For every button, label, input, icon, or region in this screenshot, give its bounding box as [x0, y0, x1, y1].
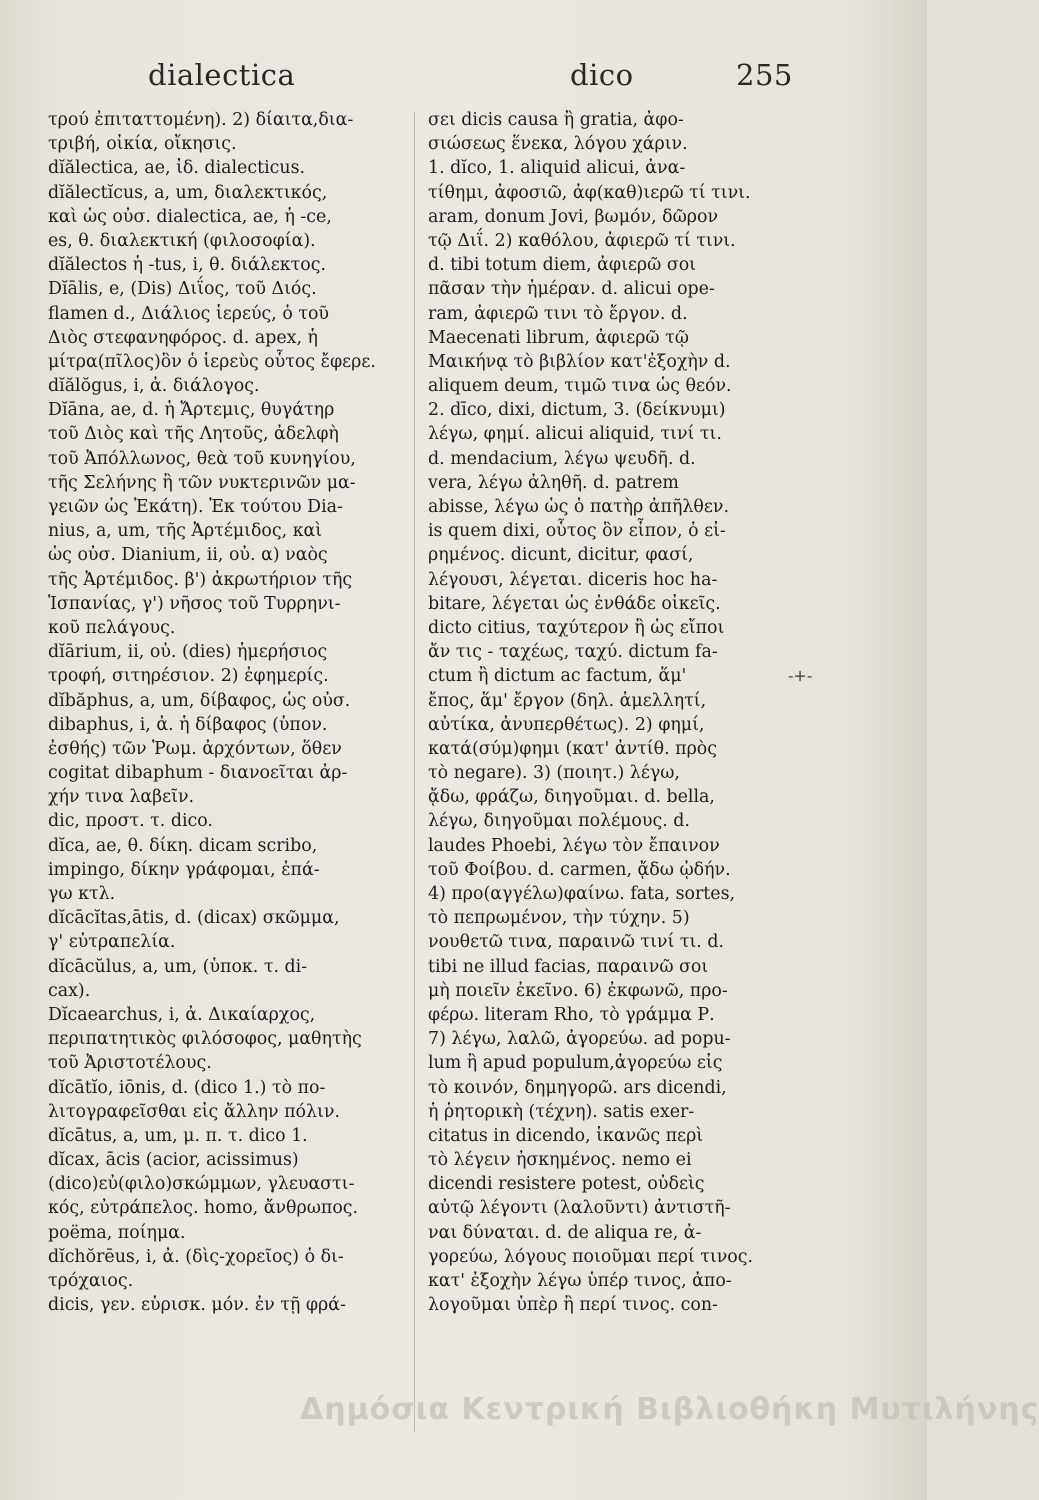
text-line: κός, εὐτράπελος. homo, ἄνθρωπος. — [48, 1198, 359, 1219]
text-line: bitare, λέγεται ὡς ἐνθάδε οἰκεῖς. — [428, 593, 721, 614]
text-line: τὸ πεπρωμένον, τὴν τύχην. 5) — [428, 908, 690, 929]
text-line: is quem dixi, οὗτος ὃν εἶπον, ὁ εἰ- — [428, 521, 726, 542]
text-line: νουθετῶ τινα, παραινῶ τινί τι. d. — [428, 932, 724, 953]
text-line: aram, donum Jovi, βωμόν, δῶρον — [428, 206, 719, 227]
text-line: aliquem deum, τιμῶ τινα ὡς θεόν. — [428, 376, 732, 397]
text-line: cogitat dibaphum - διανοεῖται ἀρ- — [48, 763, 348, 784]
text-line: ἄν τις - ταχέως, ταχύ. dictum fa- — [428, 642, 718, 663]
text-line: es, θ. διαλεκτική (φιλοσοφία). — [48, 230, 316, 251]
text-line: lum ἢ apud populum,ἀγορεύω εἰς — [428, 1053, 723, 1074]
text-line: μὴ ποιεῖν ἐκεῖνο. 6) ἐκφωνῶ, προ- — [428, 980, 728, 1001]
text-line: Dĭcaearchus, i, ἀ. Δικαίαρχος, — [48, 1004, 316, 1025]
text-line: τὸ κοινόν, δημηγορῶ. ars dicendi, — [428, 1077, 727, 1098]
text-line: τρού ἐπιταττομένη). 2) δίαιτα,δια- — [48, 110, 354, 130]
text-line: λογοῦμαι ὑπὲρ ἢ περί τινος. con- — [428, 1295, 718, 1316]
library-watermark: Δημόσια Κεντρική Βιβλιοθήκη Μυτιλήνης — [300, 1392, 1039, 1427]
text-line: Dĭālis, e, (Dis) Διΐος, τοῦ Διός. — [48, 279, 317, 300]
text-line: λέγω, φημί. alicui aliquid, τινί τι. — [428, 424, 722, 445]
text-line: poëma, ποίημα. — [48, 1222, 186, 1243]
text-line: τὸ λέγειν ἠσκημένος. nemo ei — [428, 1150, 692, 1171]
text-line: dicendi resistere potest, οὐδεὶς — [428, 1174, 705, 1195]
text-line: τοῦ Διὸς καὶ τῆς Λητοῦς, ἀδελφὴ — [48, 424, 339, 445]
text-line: Ἱσπανίας, γ') νῆσος τοῦ Τυρρηνι- — [48, 593, 341, 614]
text-line: dicis, γεν. εὑρισκ. μόν. ἐν τῇ φρά- — [48, 1295, 346, 1316]
text-line: ρημένος. dicunt, dicitur, φασί, — [428, 545, 694, 566]
text-line: dic, προστ. τ. dico. — [48, 811, 213, 832]
text-line: τροφή, σιτηρέσιον. 2) ἐφημερίς. — [48, 666, 329, 687]
text-line: dĭcātĭo, iōnis, d. (dico 1.) τὸ πο- — [48, 1077, 326, 1098]
right-column — [428, 108, 806, 1317]
text-line: κοῦ πελάγους. — [48, 617, 176, 638]
text-line: τοῦ Ἀπόλλωνος, θεὰ τοῦ κυνηγίου, — [48, 448, 356, 469]
text-line: ἡ ῥητορικὴ (τέχνη). satis exer- — [428, 1101, 695, 1122]
text-line: ἐσθής) τῶν Ῥωμ. ἀρχόντων, ὅθεν — [48, 738, 342, 759]
text-line: καὶ ὡς οὐσ. dialectica, ae, ἡ -ce, — [48, 206, 332, 227]
text-line: ram, ἀφιερῶ τινι τὸ ἔργον. d. — [428, 303, 688, 324]
text-line: nius, a, um, τῆς Ἀρτέμιδος, καὶ — [48, 521, 323, 542]
text-line: dĭcātus, a, um, μ. π. τ. dico 1. — [48, 1125, 308, 1146]
text-line: χήν τινα λαβεῖν. — [48, 787, 195, 808]
text-line: πᾶσαν τὴν ἡμέραν. d. alicui ope- — [428, 279, 715, 300]
margin-mark: -+- — [788, 666, 813, 685]
text-line: λέγω, διηγοῦμαι πολέμους. d. — [428, 811, 690, 832]
text-line: περιπατητικὸς φιλόσοφος, μαθητὴς — [48, 1029, 362, 1050]
header-right-guide-word: dico — [570, 58, 634, 92]
text-line: λιτογραφεῖσθαι εἰς ἄλλην πόλιν. — [48, 1101, 340, 1122]
text-line: Dĭāna, ae, d. ἡ Ἄρτεμις, θυγάτηρ — [48, 400, 335, 421]
header-left-guide-word: dialectica — [148, 58, 296, 92]
text-line: laudes Phoebi, λέγω τὸν ἔπαινον — [428, 835, 720, 856]
page-number: 255 — [736, 58, 793, 92]
text-line: κατά(σύμ)φημι (κατ' ἀντίθ. πρὸς — [428, 738, 718, 759]
text-line: μίτρα(πῖλος)ὃν ὁ ἱερεὺς οὗτος ἔφερε. — [48, 351, 376, 372]
text-line: d. tibi totum diem, ἀφιερῶ σοι — [428, 255, 697, 276]
text-line: ὡς οὐσ. Dianium, ii, οὐ. α) ναὸς — [48, 545, 328, 566]
text-line: (dico)εὐ(φιλο)σκώμμων, γλευαστι- — [48, 1174, 355, 1195]
text-line: ἔπος, ἅμ' ἔργον (δηλ. ἀμελλητί, — [428, 690, 707, 711]
text-line: τίθημι, ἀφοσιῶ, ἀφ(καθ)ιερῶ τί τινι. — [428, 182, 751, 203]
text-line: dĭălectĭcus, a, um, διαλεκτικός, — [48, 182, 328, 203]
text-line: φέρω. literam Rho, τὸ γράμμα Ρ. — [428, 1004, 715, 1025]
text-line: dĭălŏgus, i, ἀ. διάλογος. — [48, 376, 260, 397]
text-line: cax). — [48, 980, 91, 1001]
text-line: impingo, δίκην γράφομαι, ἐπά- — [48, 859, 320, 880]
column-divider — [414, 112, 415, 1432]
text-line: Maecenati librum, ἀφιερῶ τῷ — [428, 327, 689, 348]
text-line: d. mendacium, λέγω ψευδῆ. d. — [428, 448, 696, 469]
text-line: Μαικήνᾳ τὸ βιβλίον κατ'ἐξοχὴν d. — [428, 351, 731, 372]
text-line: κατ' ἐξοχὴν λέγω ὑπέρ τινος, ἀπο- — [428, 1271, 732, 1291]
text-line: τρόχαιος. — [48, 1271, 134, 1291]
text-line: λέγουσι, λέγεται. diceris hoc ha- — [428, 569, 718, 590]
text-line: ναι δύναται. d. de aliqua re, ἀ- — [428, 1222, 702, 1243]
text-line: dĭcācŭlus, a, um, (ὑποκ. τ. di- — [48, 956, 308, 977]
text-line: dicto citius, ταχύτερον ἢ ὡς εἴποι — [428, 617, 725, 638]
text-line: abisse, λέγω ὡς ὁ πατὴρ ἀπῆλθεν. — [428, 497, 729, 517]
text-line: dĭălectos ἡ -tus, i, θ. διάλεκτος. — [48, 255, 326, 276]
text-line: dĭălectica, ae, ἰδ. dialecticus. — [48, 158, 306, 179]
text-line: τῷ Διΐ. 2) καθόλου, ἀφιερῶ τί τινι. — [428, 230, 736, 251]
text-line: σιώσεως ἕνεκα, λόγου χάριν. — [428, 134, 688, 155]
text-line: Διὸς στεφανηφόρος. d. apex, ἡ — [48, 327, 318, 348]
text-line: 7) λέγω, λαλῶ, ἀγορεύω. ad popu- — [428, 1029, 731, 1050]
text-line: dĭbăphus, a, um, δίβαφος, ὡς οὐσ. — [48, 690, 351, 711]
text-line: 2. dīco, dixi, dictum, 3. (δείκνυμι) — [428, 400, 726, 421]
text-line: tibi ne illud facias, παραινῶ σοι — [428, 956, 709, 977]
text-line: γω κτλ. — [48, 884, 116, 904]
text-line: dĭcācĭtas,ātis, d. (dicax) σκῶμμα, — [48, 908, 340, 929]
text-line: αὐτῷ λέγοντι (λαλοῦντι) ἀντιστῆ- — [428, 1198, 731, 1219]
text-line: τῆς Ἀρτέμιδος. β') ἀκρωτήριον τῆς — [48, 569, 353, 590]
text-line: vera, λέγω ἀληθῆ. d. patrem — [428, 472, 679, 493]
text-line: τριβή, οἰκία, οἴκησις. — [48, 134, 237, 155]
text-line: ᾄδω, φράζω, διηγοῦμαι. d. bella, — [428, 787, 715, 808]
text-line: τὸ negare). 3) (ποιητ.) λέγω, — [428, 763, 680, 784]
text-line: αὐτίκα, ἀνυπερθέτως). 2) φημί, — [428, 714, 705, 735]
text-line: γορεύω, λόγους ποιοῦμαι περί τινος. — [428, 1246, 754, 1267]
text-line: τοῦ Φοίβου. d. carmen, ᾄδω ᾠδήν. — [428, 859, 731, 880]
text-line: τοῦ Ἀριστοτέλους. — [48, 1053, 212, 1074]
text-line: ctum ἢ dictum ac factum, ἅμ' — [428, 666, 687, 687]
text-line: citatus in dicendo, ἱκανῶς περὶ — [428, 1125, 704, 1146]
text-line: flamen d., Διάλιος ἱερεύς, ὁ τοῦ — [48, 303, 329, 324]
text-line: γ' εὐτραπελία. — [48, 932, 176, 953]
text-line: τῆς Σελήνης ἢ τῶν νυκτερινῶν μα- — [48, 472, 356, 493]
text-line: dĭchŏrēus, i, ἀ. (δὶς-χορεῖος) ὁ δι- — [48, 1246, 344, 1267]
text-line: dĭca, ae, θ. δίκη. dicam scribo, — [48, 835, 318, 856]
text-line: σει dicis causa ἢ gratia, ἀφο- — [428, 110, 684, 130]
text-line: 1. dĭco, 1. aliquid alicui, ἀνα- — [428, 158, 686, 179]
text-line: dĭcax, ācis (acior, acissimus) — [48, 1150, 299, 1171]
text-line: γειῶν ὡς Ἑκάτη). Ἐκ τούτου Dia- — [48, 497, 343, 517]
left-column — [48, 108, 408, 1317]
text-line: 4) προ(αγγέλω)φαίνω. fata, sortes, — [428, 884, 736, 904]
text-line: dĭārium, ii, οὐ. (dies) ἡμερήσιος — [48, 642, 328, 663]
text-line: dibaphus, i, ἀ. ἡ δίβαφος (ὑπον. — [48, 714, 328, 735]
